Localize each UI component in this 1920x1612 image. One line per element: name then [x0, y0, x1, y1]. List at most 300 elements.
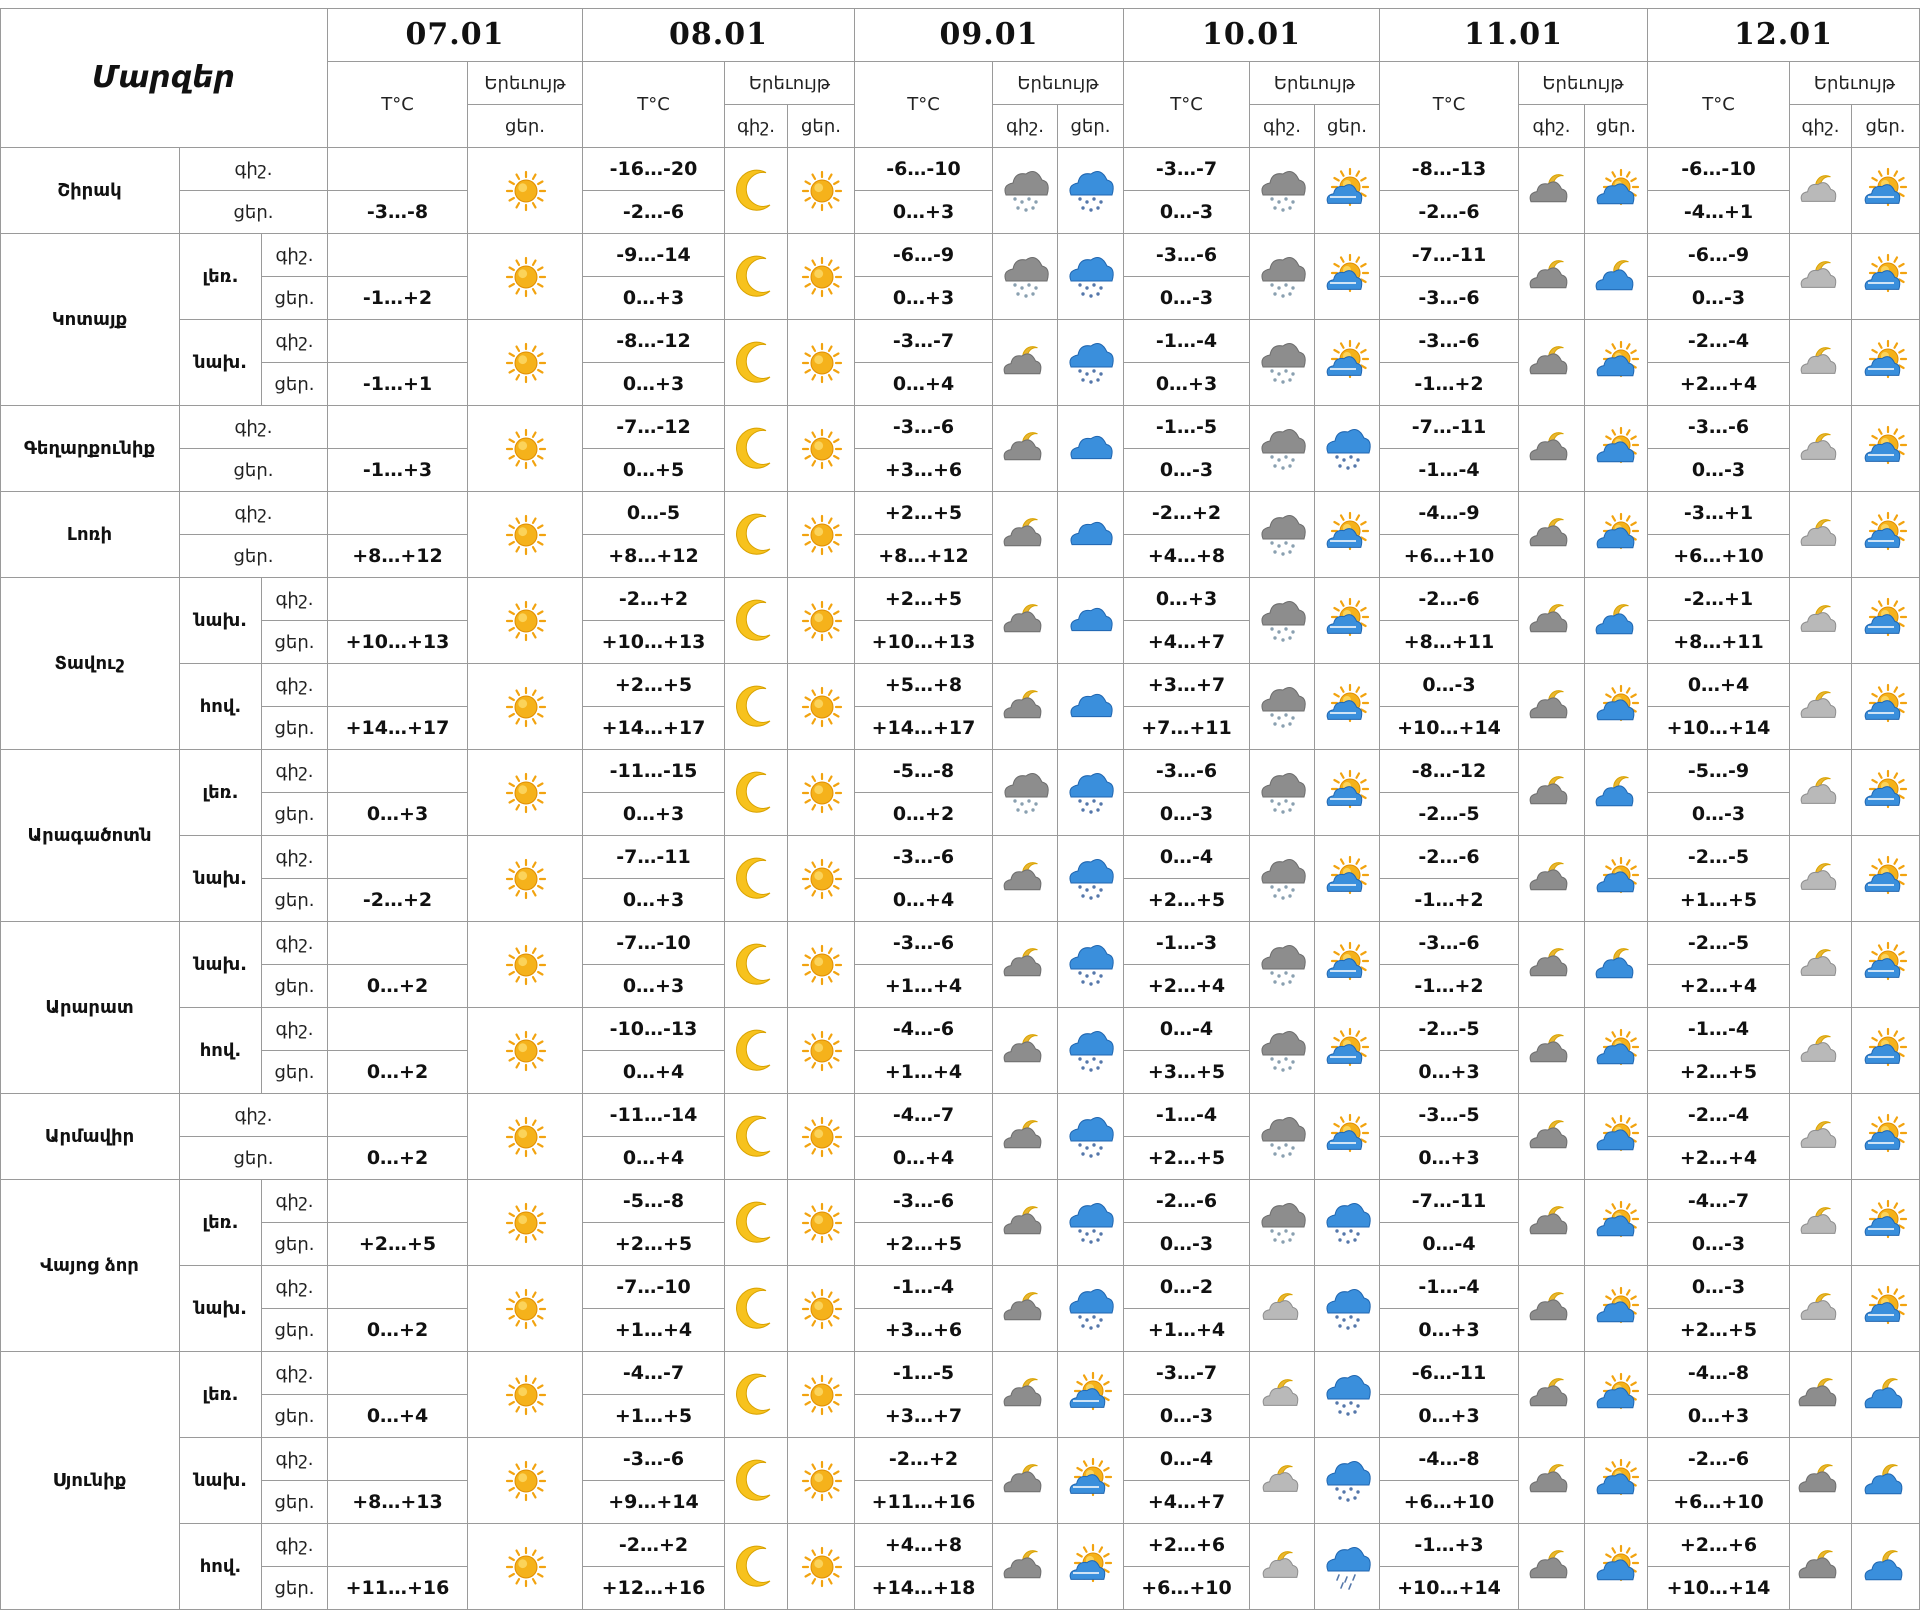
cloud-moon-icon [1791, 1537, 1851, 1597]
sun-icon [496, 849, 556, 909]
sun-blue-cloud-icon [1587, 161, 1647, 221]
cloud-snow-icon [1253, 591, 1313, 651]
zone-label: նախ. [180, 1438, 262, 1524]
moon-icon [727, 1537, 787, 1597]
sun-icon [496, 1451, 556, 1511]
day-subheader: ցեր. [468, 105, 583, 148]
date-header-1: 07.01 [328, 8, 583, 62]
sun-icon [496, 763, 556, 823]
night-temp: +2…+6 [1124, 1524, 1250, 1567]
day-temp: +14…+17 [328, 707, 468, 750]
night-temp: -4…-9 [1380, 492, 1519, 535]
cloud-moon-icon [1522, 935, 1582, 995]
moon-icon [727, 763, 787, 823]
sun-icon [792, 1021, 852, 1081]
day-label: ցեր. [262, 1309, 328, 1352]
blue-cloud-icon [1061, 505, 1121, 565]
day-label: ցեր. [262, 965, 328, 1008]
day-temp: 0…-3 [1648, 277, 1790, 320]
blue-cloud-snow-icon [1061, 1021, 1121, 1081]
zone-label: նախ. [180, 836, 262, 922]
zone-label: հով. [180, 664, 262, 750]
zone-label: հով. [180, 1008, 262, 1094]
sun-cloud-rain-icon [1318, 505, 1378, 565]
moon-icon [727, 333, 787, 393]
sun-cloud-rain-icon [1856, 591, 1916, 651]
night-temp: +2…+5 [583, 664, 725, 707]
night-temp: -4…-7 [855, 1094, 993, 1137]
night-subheader: գիշ. [1250, 105, 1315, 148]
night-temp: -2…-6 [1124, 1180, 1250, 1223]
night-temp: 0…+4 [1648, 664, 1790, 707]
sun-cloud-rain-icon [1318, 591, 1378, 651]
day-temp: +10…+13 [328, 621, 468, 664]
cloud-snow-icon [1253, 677, 1313, 737]
day-temp: +2…+5 [855, 1223, 993, 1266]
cloud-moon-icon [1522, 1193, 1582, 1253]
day-label: ցեր. [262, 277, 328, 320]
day-temp: -1…-4 [1380, 449, 1519, 492]
sun-icon [496, 935, 556, 995]
moon-icon [727, 1107, 787, 1167]
cloud-moon-icon [1522, 763, 1582, 823]
zone-label: նախ. [180, 578, 262, 664]
date-header-4: 10.01 [1124, 8, 1380, 62]
sun-icon [496, 1537, 556, 1597]
night-subheader: գիշ. [725, 105, 788, 148]
cloud-moon-icon [996, 419, 1056, 479]
sun-icon [496, 1107, 556, 1167]
moon-blue-cloud-icon [1856, 1365, 1916, 1425]
night-temp: -3…-6 [855, 922, 993, 965]
night-temp: -3…-6 [1380, 922, 1519, 965]
day-temp: 0…-3 [1124, 277, 1250, 320]
night-label: գիշ. [262, 234, 328, 277]
cloud-snow-icon [1253, 1193, 1313, 1253]
temp-header: T°C [855, 62, 993, 148]
region-name: Արարատ [0, 922, 180, 1094]
night-temp [328, 1180, 468, 1223]
day-temp: +10…+14 [1648, 1567, 1790, 1610]
day-temp: 0…+4 [583, 1051, 725, 1094]
moon-icon [727, 1365, 787, 1425]
night-temp: -3…-6 [855, 1180, 993, 1223]
sun-cloud-rain-icon [1318, 677, 1378, 737]
sun-icon [496, 333, 556, 393]
moon-icon [727, 1279, 787, 1339]
night-temp [328, 492, 468, 535]
sun-icon [792, 1537, 852, 1597]
day-temp: 0…+4 [328, 1395, 468, 1438]
cloud-snow-icon [1253, 849, 1313, 909]
night-subheader: գիշ. [1790, 105, 1852, 148]
day-temp: -1…+3 [328, 449, 468, 492]
day-temp: +6…+10 [1648, 535, 1790, 578]
moon-blue-cloud-icon [1587, 935, 1647, 995]
sun-cloud-rain-icon [1856, 1021, 1916, 1081]
night-temp: 0…-3 [1380, 664, 1519, 707]
night-temp: 0…-2 [1124, 1266, 1250, 1309]
day-temp: 0…+2 [328, 965, 468, 1008]
zone-label: նախ. [180, 922, 262, 1008]
day-temp: 0…+3 [1124, 363, 1250, 406]
sun-icon [792, 1107, 852, 1167]
moon-cloud-light-icon [1791, 161, 1851, 221]
night-temp: -3…-7 [855, 320, 993, 363]
day-temp: +14…+17 [855, 707, 993, 750]
day-temp: +3…+7 [855, 1395, 993, 1438]
sun-icon [496, 247, 556, 307]
cloud-snow-icon [1253, 333, 1313, 393]
sun-icon [496, 505, 556, 565]
day-temp: 0…-4 [1380, 1223, 1519, 1266]
night-temp: +5…+8 [855, 664, 993, 707]
moon-icon [727, 677, 787, 737]
night-temp: -16…-20 [583, 148, 725, 191]
cloud-moon-icon [1522, 849, 1582, 909]
cloud-moon-icon [1522, 505, 1582, 565]
night-temp: -1…-4 [1124, 1094, 1250, 1137]
sun-icon [792, 161, 852, 221]
night-temp [328, 148, 468, 191]
zone-label: լեռ. [180, 1352, 262, 1438]
night-label: գիշ. [180, 406, 328, 449]
night-label: գիշ. [262, 1008, 328, 1051]
sun-icon [496, 1365, 556, 1425]
cloud-moon-icon [996, 1451, 1056, 1511]
sun-icon [792, 849, 852, 909]
night-temp: -1…+3 [1380, 1524, 1519, 1567]
night-temp: -2…+2 [583, 578, 725, 621]
sun-blue-cloud-icon [1587, 1279, 1647, 1339]
day-temp: 0…+3 [1380, 1051, 1519, 1094]
cloud-moon-icon [1791, 1451, 1851, 1511]
sun-icon [792, 591, 852, 651]
blue-cloud-snow-icon [1061, 333, 1121, 393]
day-label: ցեր. [262, 879, 328, 922]
night-temp: -4…-6 [855, 1008, 993, 1051]
blue-cloud-snow-icon [1318, 1193, 1378, 1253]
temp-header: T°C [1380, 62, 1519, 148]
moon-cloud-light-icon [1791, 1193, 1851, 1253]
day-temp: +1…+4 [855, 1051, 993, 1094]
cloud-moon-icon [996, 1279, 1056, 1339]
region-name: Կոտայք [0, 234, 180, 406]
day-temp: +10…+13 [855, 621, 993, 664]
day-subheader: ցեր. [788, 105, 855, 148]
night-temp: +3…+7 [1124, 664, 1250, 707]
blue-cloud-snow-icon [1061, 935, 1121, 995]
night-temp: -4…-8 [1648, 1352, 1790, 1395]
day-temp: -1…+1 [328, 363, 468, 406]
night-temp: -1…-5 [1124, 406, 1250, 449]
cloud-snow-icon [1253, 1021, 1313, 1081]
sun-cloud-rain-icon [1061, 1537, 1121, 1597]
sun-cloud-rain-icon [1856, 419, 1916, 479]
moon-cloud-light-icon [1791, 763, 1851, 823]
moon-icon [727, 247, 787, 307]
sun-icon [792, 333, 852, 393]
night-temp: -3…-6 [583, 1438, 725, 1481]
night-label: գիշ. [180, 148, 328, 191]
day-temp: 0…+3 [583, 965, 725, 1008]
sun-cloud-rain-icon [1061, 1365, 1121, 1425]
sun-blue-cloud-icon [1587, 1537, 1647, 1597]
day-temp: -1…+2 [1380, 363, 1519, 406]
day-temp: +8…+13 [328, 1481, 468, 1524]
night-temp: -8…-12 [583, 320, 725, 363]
day-temp: 0…+3 [583, 277, 725, 320]
night-temp: -3…-6 [855, 836, 993, 879]
night-label: գիշ. [262, 1266, 328, 1309]
region-name: Արագածոտն [0, 750, 180, 922]
day-label: ցեր. [262, 1567, 328, 1610]
night-temp: -5…-8 [583, 1180, 725, 1223]
day-temp: 0…-3 [1124, 1395, 1250, 1438]
cloud-moon-icon [1791, 1365, 1851, 1425]
region-name: Լոռի [0, 492, 180, 578]
night-temp: -2…-6 [1380, 836, 1519, 879]
night-temp: -6…-10 [1648, 148, 1790, 191]
cloud-moon-icon [996, 849, 1056, 909]
region-header: Մարզեր [0, 8, 328, 148]
day-temp: +6…+10 [1380, 1481, 1519, 1524]
sun-blue-cloud-icon [1587, 677, 1647, 737]
day-temp: -1…+2 [1380, 879, 1519, 922]
phenomenon-header: Երեւույթ [1790, 62, 1920, 105]
moon-icon [727, 419, 787, 479]
day-label: ցեր. [180, 191, 328, 234]
cloud-moon-icon [1522, 419, 1582, 479]
day-label: ցեր. [180, 449, 328, 492]
sun-blue-cloud-icon [1587, 333, 1647, 393]
day-temp: -2…-6 [583, 191, 725, 234]
day-temp: +12…+16 [583, 1567, 725, 1610]
moon-blue-cloud-icon [1856, 1451, 1916, 1511]
sun-cloud-rain-icon [1318, 161, 1378, 221]
day-label: ցեր. [262, 1395, 328, 1438]
sun-icon [792, 247, 852, 307]
day-temp: +2…+5 [328, 1223, 468, 1266]
day-temp: +8…+12 [583, 535, 725, 578]
day-subheader: ցեր. [1585, 105, 1648, 148]
night-temp [328, 922, 468, 965]
day-temp: 0…+2 [328, 1137, 468, 1180]
day-temp: 0…+3 [1380, 1137, 1519, 1180]
day-temp: -4…+1 [1648, 191, 1790, 234]
cloud-moon-icon [1522, 677, 1582, 737]
day-temp: +10…+14 [1648, 707, 1790, 750]
zone-label: նախ. [180, 320, 262, 406]
day-temp: 0…+4 [855, 1137, 993, 1180]
cloud-snow-icon [996, 161, 1056, 221]
moon-blue-cloud-icon [1587, 247, 1647, 307]
sun-cloud-rain-icon [1856, 849, 1916, 909]
blue-cloud-snow-icon [1061, 763, 1121, 823]
night-temp: -3…+1 [1648, 492, 1790, 535]
day-temp: -2…+2 [328, 879, 468, 922]
day-temp: +1…+4 [855, 965, 993, 1008]
moon-cloud-light-icon [1791, 1279, 1851, 1339]
night-temp: +2…+5 [855, 578, 993, 621]
day-temp: -3…-8 [328, 191, 468, 234]
day-temp: +2…+4 [1648, 363, 1790, 406]
day-temp: +10…+14 [1380, 707, 1519, 750]
night-temp: -7…-11 [583, 836, 725, 879]
night-temp: -2…-4 [1648, 1094, 1790, 1137]
night-temp: -10…-13 [583, 1008, 725, 1051]
sun-icon [792, 1451, 852, 1511]
day-temp: +10…+13 [583, 621, 725, 664]
moon-cloud-light-icon [1791, 419, 1851, 479]
moon-icon [727, 849, 787, 909]
zone-label: նախ. [180, 1266, 262, 1352]
blue-cloud-snow-icon [1318, 1279, 1378, 1339]
moon-cloud-light-icon [1253, 1365, 1313, 1425]
night-temp: -11…-15 [583, 750, 725, 793]
cloud-snow-icon [1253, 763, 1313, 823]
day-temp: +2…+5 [1648, 1309, 1790, 1352]
day-temp: +6…+10 [1648, 1481, 1790, 1524]
day-label: ցեր. [262, 1223, 328, 1266]
moon-blue-cloud-icon [1587, 591, 1647, 651]
region-name: Շիրակ [0, 148, 180, 234]
temp-header: T°C [1648, 62, 1790, 148]
day-temp: +2…+5 [1124, 879, 1250, 922]
night-temp [328, 836, 468, 879]
day-temp: 0…+4 [583, 1137, 725, 1180]
night-temp: 0…-4 [1124, 836, 1250, 879]
phenomenon-header: Երեւույթ [1250, 62, 1380, 105]
day-temp: +2…+5 [1648, 1051, 1790, 1094]
night-temp: -3…-6 [855, 406, 993, 449]
night-temp: -7…-12 [583, 406, 725, 449]
sun-cloud-rain-icon [1318, 247, 1378, 307]
night-temp [328, 1008, 468, 1051]
cloud-moon-icon [996, 935, 1056, 995]
night-temp: -5…-8 [855, 750, 993, 793]
day-temp: 0…+3 [328, 793, 468, 836]
cloud-moon-icon [996, 1537, 1056, 1597]
day-temp: +2…+5 [1124, 1137, 1250, 1180]
night-temp: -3…-6 [1648, 406, 1790, 449]
night-temp: -7…-10 [583, 922, 725, 965]
date-header-3: 09.01 [855, 8, 1124, 62]
date-header-2: 08.01 [583, 8, 855, 62]
blue-cloud-snow-icon [1318, 419, 1378, 479]
night-temp: -2…+2 [1124, 492, 1250, 535]
night-label: գիշ. [180, 492, 328, 535]
night-temp: -11…-14 [583, 1094, 725, 1137]
night-temp: +2…+5 [855, 492, 993, 535]
night-label: գիշ. [180, 1094, 328, 1137]
zone-label: լեռ. [180, 1180, 262, 1266]
day-temp: 0…-3 [1648, 1223, 1790, 1266]
cloud-moon-icon [996, 1365, 1056, 1425]
night-temp: -3…-6 [1124, 234, 1250, 277]
day-temp: +11…+16 [328, 1567, 468, 1610]
night-temp: -8…-12 [1380, 750, 1519, 793]
night-temp: -4…-7 [1648, 1180, 1790, 1223]
night-temp: -2…-6 [1380, 578, 1519, 621]
sun-icon [496, 161, 556, 221]
moon-cloud-light-icon [1253, 1451, 1313, 1511]
blue-cloud-snow-icon [1061, 247, 1121, 307]
blue-cloud-icon [1061, 419, 1121, 479]
blue-cloud-snow-icon [1061, 1193, 1121, 1253]
night-temp [328, 1352, 468, 1395]
moon-cloud-light-icon [1791, 1021, 1851, 1081]
day-temp: 0…-3 [1648, 793, 1790, 836]
day-temp: +1…+5 [1648, 879, 1790, 922]
sun-icon [792, 419, 852, 479]
moon-cloud-light-icon [1791, 247, 1851, 307]
day-temp: +3…+5 [1124, 1051, 1250, 1094]
night-temp: -2…-6 [1648, 1438, 1790, 1481]
day-temp: 0…+3 [855, 277, 993, 320]
sun-cloud-rain-icon [1061, 1451, 1121, 1511]
night-temp: 0…-4 [1124, 1008, 1250, 1051]
night-label: գիշ. [262, 1352, 328, 1395]
night-temp: -6…-9 [1648, 234, 1790, 277]
cloud-snow-icon [1253, 419, 1313, 479]
night-temp: -3…-7 [1124, 1352, 1250, 1395]
day-label: ցեր. [262, 1051, 328, 1094]
sun-blue-cloud-icon [1587, 1107, 1647, 1167]
night-temp: -2…-4 [1648, 320, 1790, 363]
day-temp: +3…+6 [855, 1309, 993, 1352]
night-temp: -2…-5 [1380, 1008, 1519, 1051]
night-temp: -8…-13 [1380, 148, 1519, 191]
night-temp: -7…-11 [1380, 234, 1519, 277]
night-temp: -1…-3 [1124, 922, 1250, 965]
day-label: ցեր. [262, 1481, 328, 1524]
night-temp [328, 406, 468, 449]
region-name: Տավուշ [0, 578, 180, 750]
temp-header: T°C [328, 62, 468, 148]
moon-icon [727, 1451, 787, 1511]
day-temp: 0…+2 [855, 793, 993, 836]
cloud-snow-icon [1253, 1107, 1313, 1167]
day-label: ցեր. [180, 535, 328, 578]
night-label: գիշ. [262, 664, 328, 707]
moon-blue-cloud-icon [1587, 763, 1647, 823]
night-temp: +2…+6 [1648, 1524, 1790, 1567]
night-temp: -4…-8 [1380, 1438, 1519, 1481]
phenomenon-header: Երեւույթ [725, 62, 855, 105]
day-temp: -2…-5 [1380, 793, 1519, 836]
sun-blue-cloud-icon [1587, 849, 1647, 909]
day-temp: +8…+11 [1648, 621, 1790, 664]
day-temp: +6…+10 [1124, 1567, 1250, 1610]
night-temp: -7…-11 [1380, 1180, 1519, 1223]
night-label: գիշ. [262, 320, 328, 363]
cloud-moon-icon [996, 505, 1056, 565]
day-subheader: ցեր. [1058, 105, 1124, 148]
day-temp: +1…+4 [583, 1309, 725, 1352]
night-temp: -3…-5 [1380, 1094, 1519, 1137]
night-temp: -1…-4 [1380, 1266, 1519, 1309]
sun-cloud-rain-icon [1318, 763, 1378, 823]
blue-cloud-snow-icon [1061, 1107, 1121, 1167]
sun-cloud-rain-icon [1318, 333, 1378, 393]
region-name: Սյունիք [0, 1352, 180, 1610]
night-temp: -4…-7 [583, 1352, 725, 1395]
night-temp: 0…-4 [1124, 1438, 1250, 1481]
cloud-moon-icon [996, 591, 1056, 651]
blue-cloud-snow-icon [1061, 161, 1121, 221]
phenomenon-header: Երեւույթ [1519, 62, 1648, 105]
